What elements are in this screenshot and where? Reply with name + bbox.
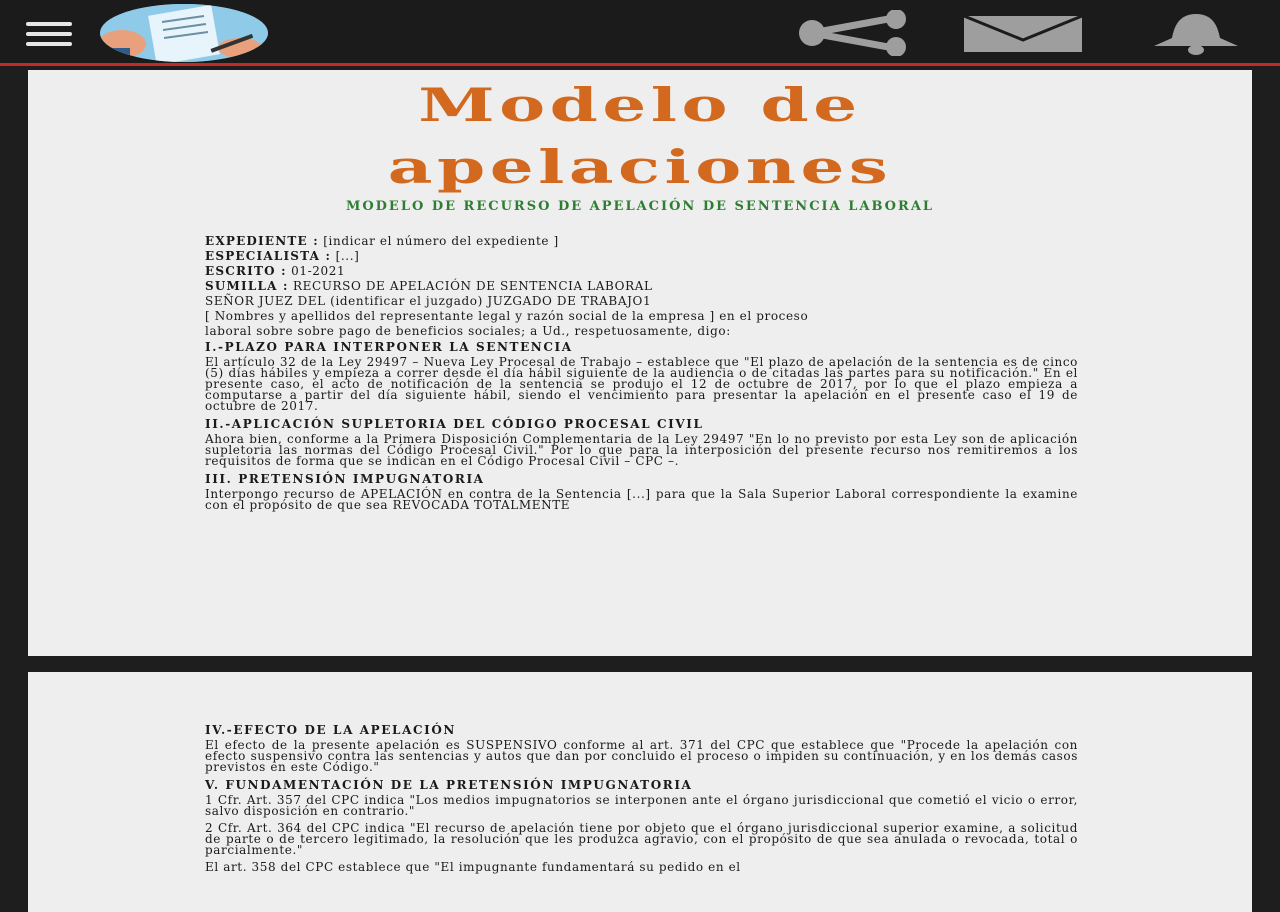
- sumilla-line: [205, 281, 1078, 292]
- sumilla-value: RECURSO DE APELACIÓN DE SENTENCIA LABORAL: [288, 279, 653, 293]
- section-heading-4: IV.-EFECTO DE LA APELACIÓN: [205, 723, 456, 737]
- section-paragraph-5: 1 Cfr. Art. 357 del CPC indica "Los medios impugnatorios se interponen ante el órgano jurisdiccional que cometió el vicio o error, salvo disposición en contrario.": [205, 793, 1078, 818]
- section-heading-5: V. FUNDAMENTACIÓN DE LA PRETENSIÓN IMPUGNATORIA: [205, 778, 693, 792]
- title-line-1: Modelo de: [418, 78, 862, 132]
- bell-icon[interactable]: [1148, 10, 1244, 56]
- section-paragraph-1: El artículo 32 de la Ley 29497 – Nueva Ley Procesal de Trabajo – establece que "El plazo de apelación de la sentencia es de cinco (5) días hábiles y empieza a correr desde el día hábil siguiente de la audiencia o de citadas las partes para su notificación." En el presente caso, el acto de notificación de la sentencia se produjo el 12 de octubre de 2017, por lo que el plazo empieza a computarse a partir del día siguiente hábil, siendo el vencimiento para presentar la apelación en el presente caso el 19 de octubre de 2017.: [205, 355, 1078, 413]
- expediente-value: [indicar el número del expediente ]: [318, 234, 559, 248]
- document-page-2: [28, 672, 1252, 912]
- escrito-value: 01-2021: [286, 264, 346, 278]
- section-paragraph-4: El efecto de la presente apelación es SUSPENSIVO conforme al art. 371 del CPC que establece que "Procede la apelación con efecto suspensivo contra las sentencias y autos que dan por concluido el proceso o impiden su continuación, y en los demás casos previstos en este Código.": [205, 738, 1078, 774]
- laboral-paragraph: laboral sobre sobre pago de beneficios sociales; a Ud., respetuosamente, digo:: [205, 324, 731, 338]
- document-body-1: [205, 236, 1078, 517]
- nombres-paragraph: [ Nombres y apellidos del representante legal y razón social de la empresa ] en el proceso: [205, 309, 809, 323]
- expediente-line: [205, 236, 1078, 247]
- mail-icon[interactable]: [962, 10, 1084, 56]
- especialista-label: ESPECIALISTA :: [205, 249, 332, 263]
- document-subtitle: MODELO DE RECURSO DE APELACIÓN DE SENTENCIA LABORAL: [345, 199, 935, 214]
- app-logo[interactable]: [100, 4, 268, 62]
- especialista-value: [...]: [331, 249, 360, 263]
- section-heading-2: II.-APLICACIÓN SUPLETORIA DEL CÓDIGO PROCESAL CIVIL: [205, 417, 704, 431]
- document-page-1: [28, 70, 1252, 656]
- section-paragraph-3: Interpongo recurso de APELACIÓN en contra de la Sentencia [...] para que la Sala Superior Laboral correspondiente la examine con el propósito de que sea REVOCADA TOTALMENTE: [205, 487, 1078, 512]
- page-title: [0, 74, 1280, 198]
- title-line-2: apelaciones: [387, 140, 893, 194]
- section-heading-1: I.-PLAZO PARA INTERPONER LA SENTENCIA: [205, 340, 573, 354]
- section-paragraph-6: 2 Cfr. Art. 364 del CPC indica "El recurso de apelación tiene por objeto que el órgano jurisdiccional superior examine, a solicitud de parte o de tercero legitimado, la resolución que les produzca agravio, con el propósito de que sea anulada o revocada, total o parcialmente.": [205, 821, 1078, 857]
- document-body-2: [205, 724, 1078, 879]
- top-app-bar: [0, 0, 1280, 66]
- section-paragraph-2: Ahora bien, conforme a la Primera Disposición Complementaria de la Ley 29497 "En lo no previsto por esta Ley son de aplicación supletoria las normas del Código Procesal Civil." Por lo que para la interposición del presente recurso nos remitiremos a los requisitos de forma que se indican en el Código Procesal Civil – CPC –.: [205, 432, 1078, 468]
- escrito-label: ESCRITO :: [205, 264, 287, 278]
- section-heading-3: III. PRETENSIÓN IMPUGNATORIA: [205, 472, 485, 486]
- hamburger-icon[interactable]: [26, 20, 74, 48]
- sumilla-label: SUMILLA :: [205, 279, 289, 293]
- escrito-line: [205, 266, 1078, 277]
- section-paragraph-7: El art. 358 del CPC establece que "El impugnante fundamentará su pedido en el: [205, 860, 741, 874]
- share-icon[interactable]: [794, 10, 916, 56]
- expediente-label: EXPEDIENTE :: [205, 234, 319, 248]
- senor-juez-line: SEÑOR JUEZ DEL (identificar el juzgado) JUZGADO DE TRABAJO1: [205, 294, 652, 308]
- especialista-line: [205, 251, 1078, 262]
